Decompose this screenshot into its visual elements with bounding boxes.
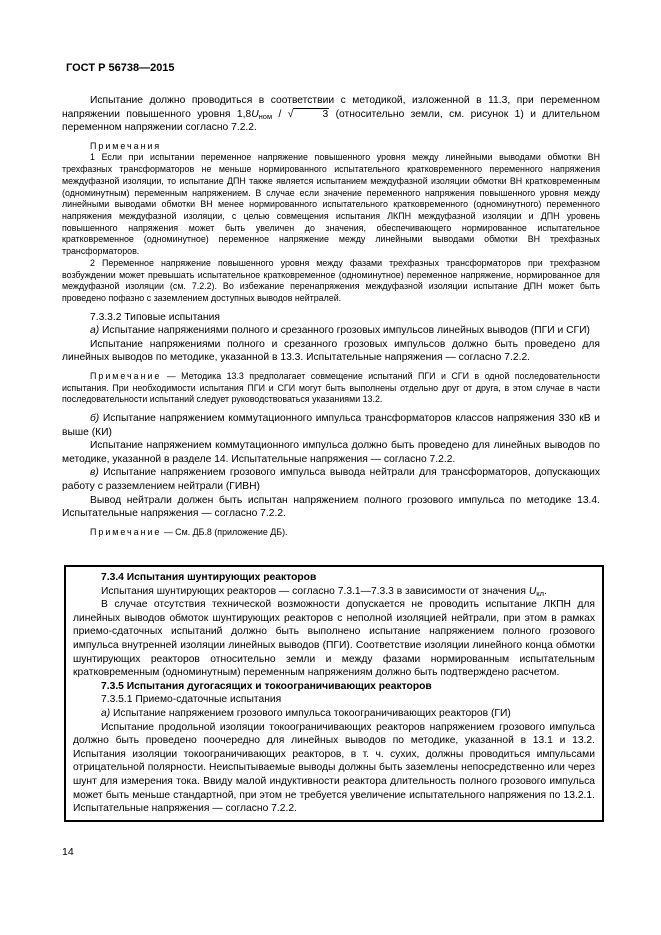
page-number: 14 — [62, 846, 74, 858]
item-v-heading: в) Испытание напряжением грозового импульса вывода нейтрали для трансформаторов, допускающих работу с разземлением нейтрали (ГИВН) — [62, 467, 600, 493]
section-734-heading: 7.3.4 Испытания шунтирующих реакторов — [101, 572, 317, 583]
notes-heading: Примечания — [90, 140, 162, 151]
paragraph-test-method: Испытание должно проводиться в соответствии с методикой, изложенной в 11.3, при переменном напряжении повышенного уровня $1,8U_{ном}$ / √ 3 (относительно земли, см. рисунок 1) и длительном переменном напряжении согласно 7.2.2. — [62, 95, 600, 134]
framed-item-a-heading: а) Испытание напряжением грозового импульса токоограничивающих реакторов (ГИ) — [101, 707, 511, 719]
section-7332-heading: 7.3.3.2 Типовые испытания — [90, 311, 220, 323]
section-7351-heading: 7.3.5.1 Приемо-сдаточные испытания — [101, 694, 282, 706]
item-a-text: Испытание напряжениями полного и срезанного грозовых импульсов должно быть проведено для линейных выводов по методике, указанной в 13.3. Испытательные напряжения — согласно 7.2.2. — [62, 338, 600, 364]
amendment-frame — [64, 565, 604, 822]
paragraph-734-b: В случае отсутствия технической возможности допускается не проводить испытание ЛКПН для линейных выводов обмоток шунтирующих реакторов с неполной изоляцией нейтрали, при этом в рамках приемо-сдаточных испытаний должно быть выполнено испытание напряжением полного грозового импульса внутренней изоляции линейных выводов (ПГИ). Соответствие изоляции линейного конца обмотки шунтирующих реакторов относительно земли и между фазами нормированным испытательным кратковременным (одноминутным) переменным напряжениям должно быть подтверждено расчетом. — [73, 599, 595, 679]
item-v-text: Вывод нейтрали должен быть испытан напряжением полного грозового импульса по методике 13.4. Испытательные напряжения — согласно 7.2.2. — [62, 494, 600, 520]
main-content — [62, 94, 600, 539]
item-b-heading: б) Испытание напряжением коммутационного импульса трансформаторов классов напряжения 330 кВ и выше (КИ) — [62, 413, 600, 438]
paragraph-735: Испытание продольной изоляции токоограничивающих реакторов напряжением грозового импульса должно быть проведено поочередно для линейных выводов по методике, указанной в 13.1 и 13.2. Испытания изоляции токоограничивающих реакторов, в т. ч. сухих, должны проводиться импульсами отрицательной полярности. Неиспытываемые выводы должны быть заземлены непосредственно или через шунт для измерения тока. Ввиду малой индуктивности реактора длительность полного грозового импульса может быть меньше стандартной, при этом не требуется увеличение испытательного напряжения по 13.2.1. Испытательные напряжения — согласно 7.2.2. — [73, 721, 595, 815]
item-b-text: Испытание напряжением коммутационного импульса должно быть проведено для линейных выводов по методике, указанной в разделе 14. Испытательные напряжения — согласно 7.2.2. — [62, 440, 600, 465]
paragraph-734-a: Испытания шунтирующих реакторов — согласно 7.3.1—7.3.3 в зависимости от значения $U_{кл}$. — [101, 585, 547, 598]
note-1: 1 Если при испытании переменное напряжение повышенного уровня между линейными выводами обмотки ВН трехфазных трансформаторов не меньше нормированного испытательного кратковременного переменного напряжения междуфазной изоляции, то испытание ДПН также является испытанием междуфазной изоляции обмотки ВН кратковременным (одноминутным) переменным напряжением. В случае если значение переменного напряжения повышенного уровня между линейными выводами обмотки ВН менее нормированного испытательного кратковременного (одноминутного) переменного напряжения междуфазной изоляции, с целью совмещения испытания ЛКПН междуфазной изоляции и ДПН уровень повышенного напряжения может быть увеличен до значения, обеспечивающего нормированное испытательное кратковременное (одноминутное) переменное напряжение между линейными выводами обмотки ВН трехфазных трансформаторов. — [62, 152, 600, 257]
note-a: Примечание — Методика 13.3 предполагает совмещение испытаний ПГИ и СГИ в одной последовательности испытания. При необходимости испытания ПГИ и СГИ могут быть выполнены отдельно друг от друга, в этом случае в части последовательности испытаний следует руководствоваться указаниями 13.2. — [62, 371, 600, 405]
note-v: Примечание — См. ДБ.8 (приложение ДБ). — [90, 526, 288, 537]
note-2: 2 Переменное напряжение повышенного уровня между фазами трехфазных трансформаторов при трехфазном возбуждении может превышать испытательное кратковременное (одноминутное) переменное напряжение, нормированное для междуфазной изоляции (см. 7.2.2). Во избежание перенапряжения междуфазной изоляции испытание ДПН может быть проведено пофазно с заземлением доступных выводов нейтралей. — [62, 257, 600, 303]
item-a-heading: а) Испытание напряжениями полного и срезанного грозовых импульсов линейных выводов (ПГИ и СГИ) — [90, 325, 590, 337]
sqrt-symbol: √ — [287, 108, 294, 120]
document-header: ГОСТ Р 56738—2015 — [66, 62, 175, 74]
section-735-heading: 7.3.5 Испытания дугогасящих и токоограничивающих реакторов — [101, 680, 432, 692]
